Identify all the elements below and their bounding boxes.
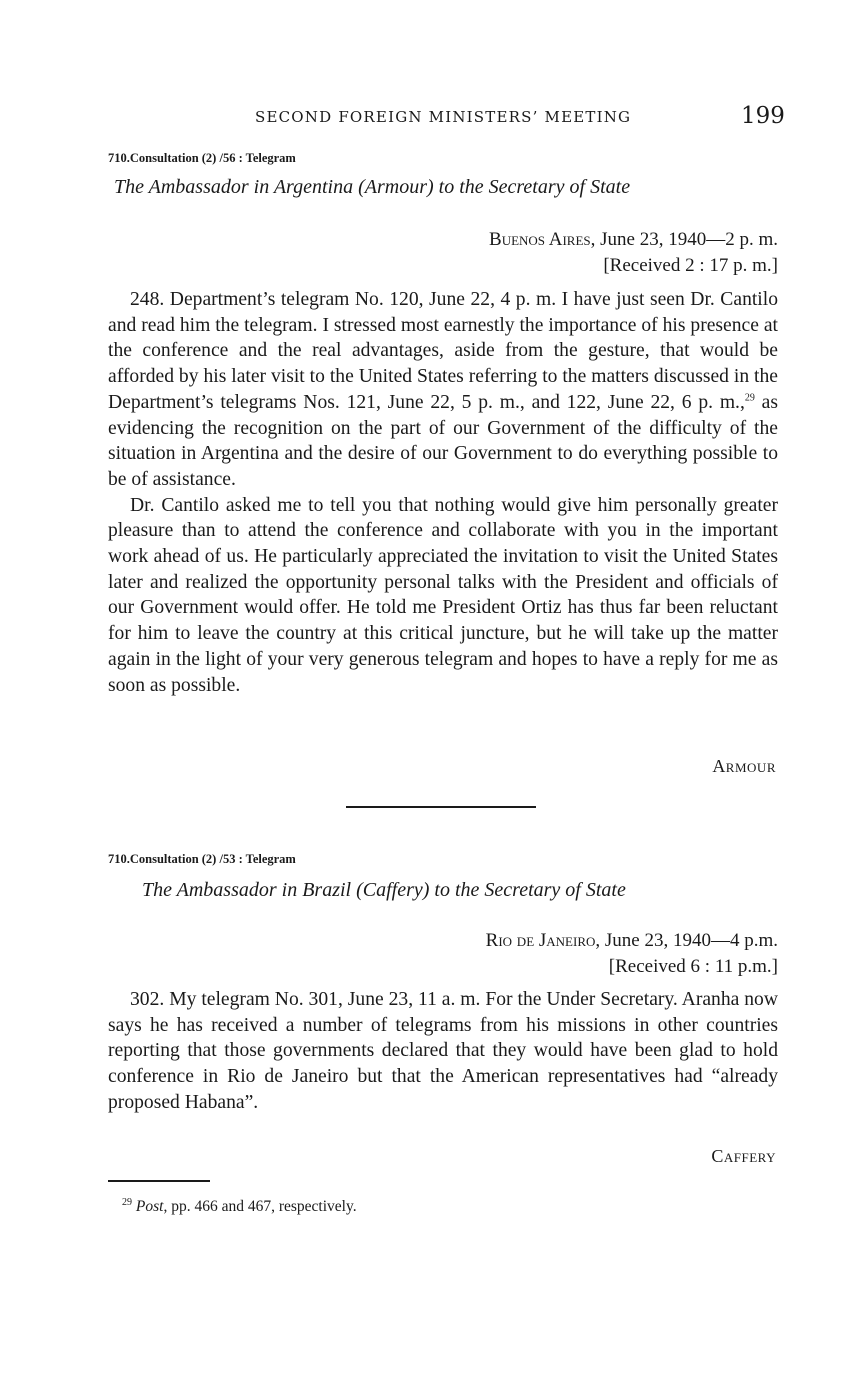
paragraph-text: 248. Department’s telegram No. 120, June 22, 4 p. m. I have just seen Dr. Cantilo and read him the telegram. I stressed most earnestly the importance of his presence at the conference and the real advantages, aside from the gesture, that would be afforded by his later visit to the United States referring to the matters discussed in the Department’s telegrams Nos. 121, June 22, 5 p. m., and 122, June 22, 6 p. m., [108,289,778,413]
file-reference: 710.Consultation (2) /56 : Telegram [108,151,296,165]
footnote-rule [108,1180,210,1182]
running-head: SECOND FOREIGN MINISTERS’ MEETING [255,108,632,126]
dateline-date: , June 23, 1940—4 p.m. [595,930,778,951]
footnote [122,1198,357,1216]
footnote-number: 29 [122,1196,132,1208]
file-reference: 710.Consultation (2) /53 : Telegram [108,852,296,866]
document-title: The Ambassador in Argentina (Armour) to the Secretary of State [114,176,631,198]
footnote-text: , pp. 466 and 467, respectively. [163,1198,357,1215]
dateline-date: , June 23, 1940—2 p. m. [590,229,778,250]
footnote-ref: Post [135,1198,164,1215]
signature: Armour [712,756,776,776]
signature: Caffery [711,1146,776,1166]
footnote-marker: 29 [744,392,755,404]
dateline [486,930,778,952]
page-number: 199 [741,103,785,129]
paragraph [108,287,778,493]
dateline-place: Rio de Janeiro [485,930,596,951]
telegram-body [108,987,778,1116]
paragraph: 302. My telegram No. 301, June 23, 11 a. m. For the Under Secretary. Aranha now says he has received a number of telegrams from his missions in other countries reporting that those governments declared that they would have been glad to hold conference in Rio de Janeiro but that the American representatives had “already proposed Habana”. [108,989,778,1113]
section-divider [346,806,536,808]
received-time: [Received 2 : 17 p. m.] [603,255,778,276]
paragraph: Dr. Cantilo asked me to tell you that nothing would give him personally greater pleasure than to attend the conference and collaborate with you in the important work ahead of us. He particularly appreciated the invitation to visit the United States later and realized the opportunity personal talks with the President and officials of our Government would offer. He told me President Ortiz has thus far been reluctant for him to leave the country at this critical juncture, but he will take up the matter again in the light of your very generous telegram and hopes to have a reply for me as soon as possible. [108,494,778,696]
received-time: [Received 6 : 11 p.m.] [608,956,778,977]
document-title: The Ambassador in Brazil (Caffery) to the Secretary of State [142,879,626,901]
paragraph-text: as evidencing the recognition on the part of our Government of the difficulty of the situation in Argentina and the desire of our Government to do everything possible to be of assistance. [108,391,778,490]
dateline-place: Buenos Aires [489,229,591,250]
dateline [489,229,778,251]
telegram-body [108,287,778,698]
